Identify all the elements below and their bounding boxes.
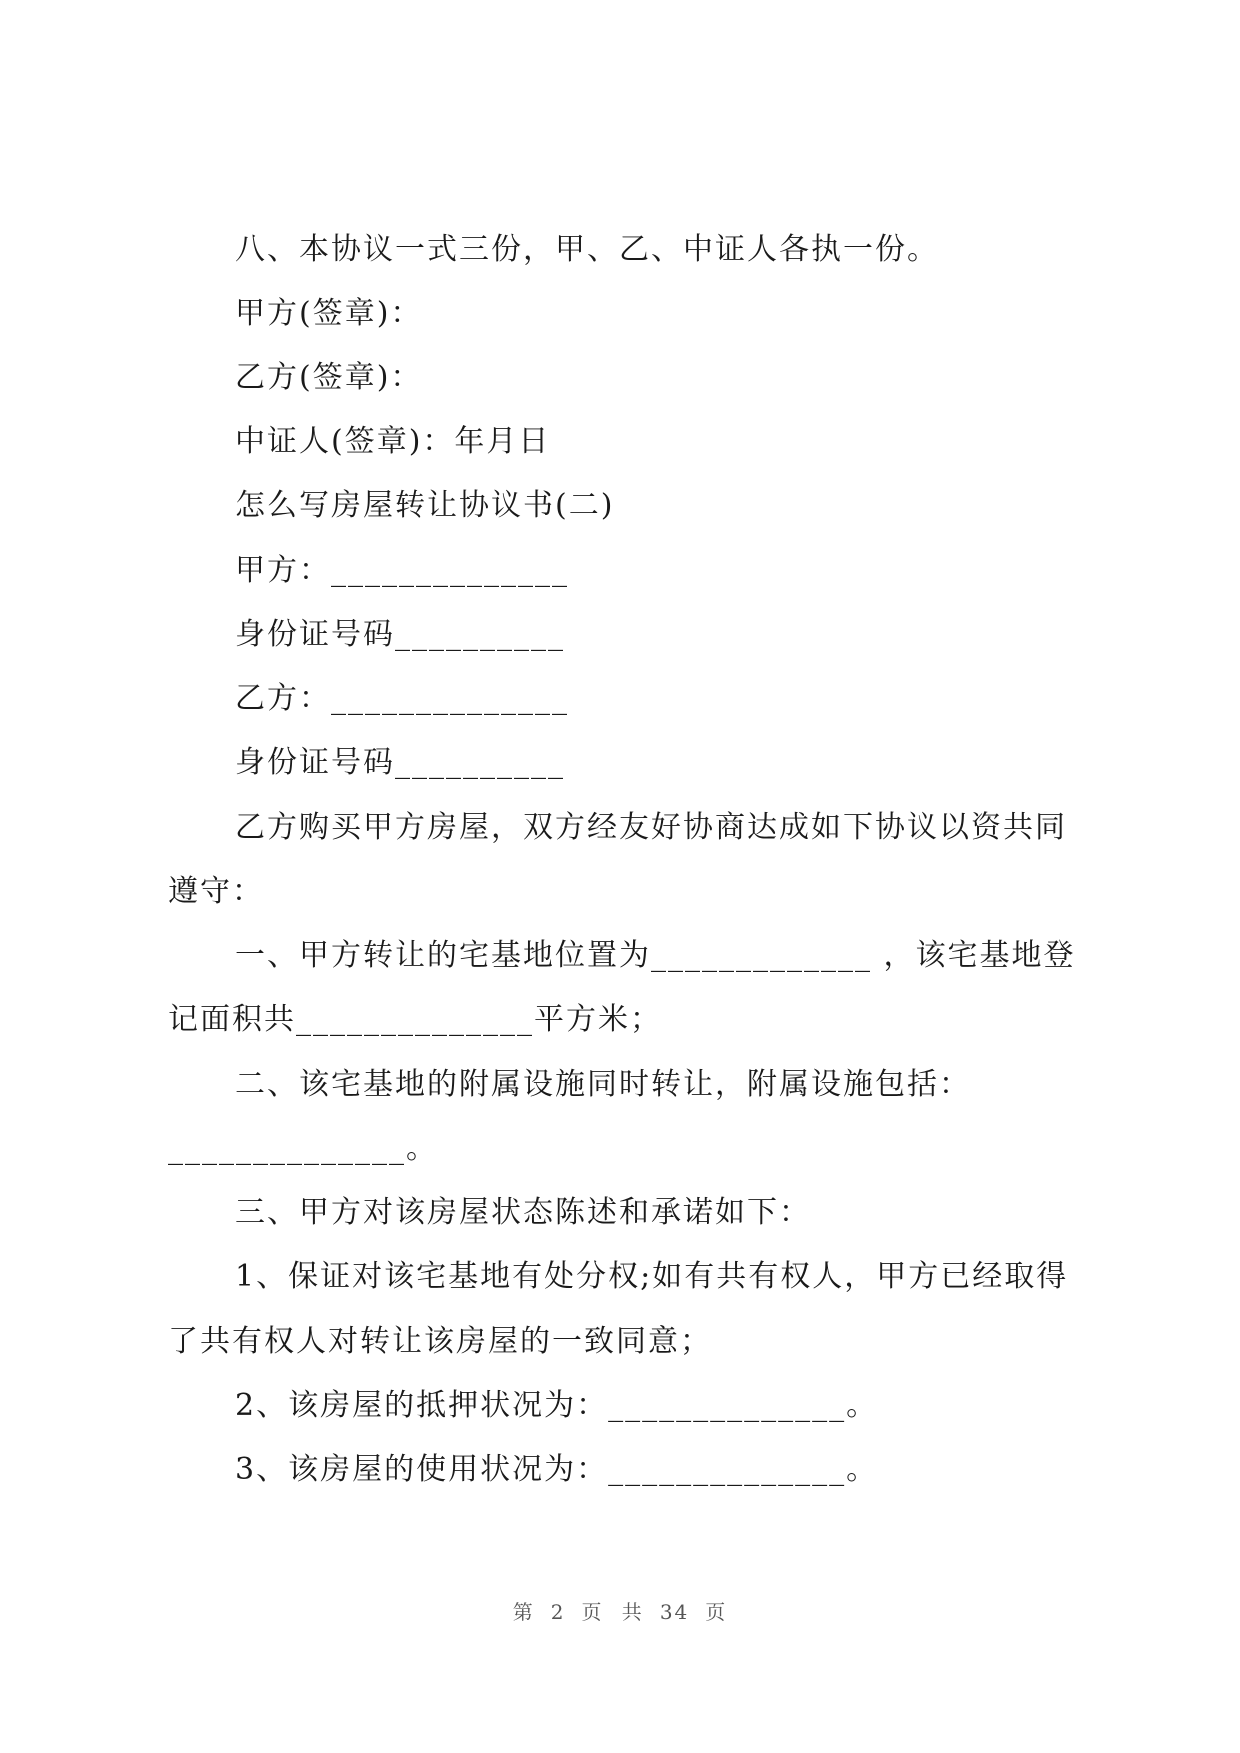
clause-eight: 八、本协议一式三份，甲、乙、中证人各执一份。 [235,232,939,267]
footer-suffix: 页 [705,1600,728,1624]
clause-one-line-1: 一、甲方转让的宅基地位置为_____________ ，该宅基地登 [235,938,1076,973]
clause-one-line-2: 记面积共______________平方米； [168,1002,662,1037]
party-b-id-field: 身份证号码__________ [235,745,565,780]
party-b-field: 乙方：______________ [235,681,569,716]
clause-two-line-2: ______________。 [168,1131,438,1166]
party-a-id-field: 身份证号码__________ [235,617,565,652]
page-footer [0,1596,1240,1625]
witness-signature: 中证人(签章)：年月日 [235,424,551,459]
item-two: 2、该房屋的抵押状况为：______________。 [235,1388,879,1423]
item-three: 3、该房屋的使用状况为：______________。 [235,1452,879,1487]
party-a-field: 甲方：______________ [235,553,569,588]
item-one-line-2: 了共有权人对转让该房屋的一致同意； [168,1324,712,1359]
footer-prefix: 第 [512,1600,535,1624]
clause-three: 三、甲方对该房屋状态陈述和承诺如下： [235,1195,811,1230]
footer-total-pages: 34 [659,1600,690,1624]
footer-page-number: 2 [550,1600,566,1624]
preamble-line-2: 遵守： [168,874,264,909]
footer-middle: 页 共 [581,1600,644,1624]
party-a-signature: 甲方(签章)： [235,296,423,331]
clause-two-line-1: 二、该宅基地的附属设施同时转让，附属设施包括： [235,1067,971,1102]
item-one-line-1: 1、保证对该宅基地有处分权;如有共有权人，甲方已经取得 [235,1259,1069,1294]
section-heading: 怎么写房屋转让协议书(二) [235,488,615,523]
party-b-signature: 乙方(签章)： [235,360,423,395]
preamble-line-1: 乙方购买甲方房屋，双方经友好协商达成如下协议以资共同 [235,810,1067,845]
